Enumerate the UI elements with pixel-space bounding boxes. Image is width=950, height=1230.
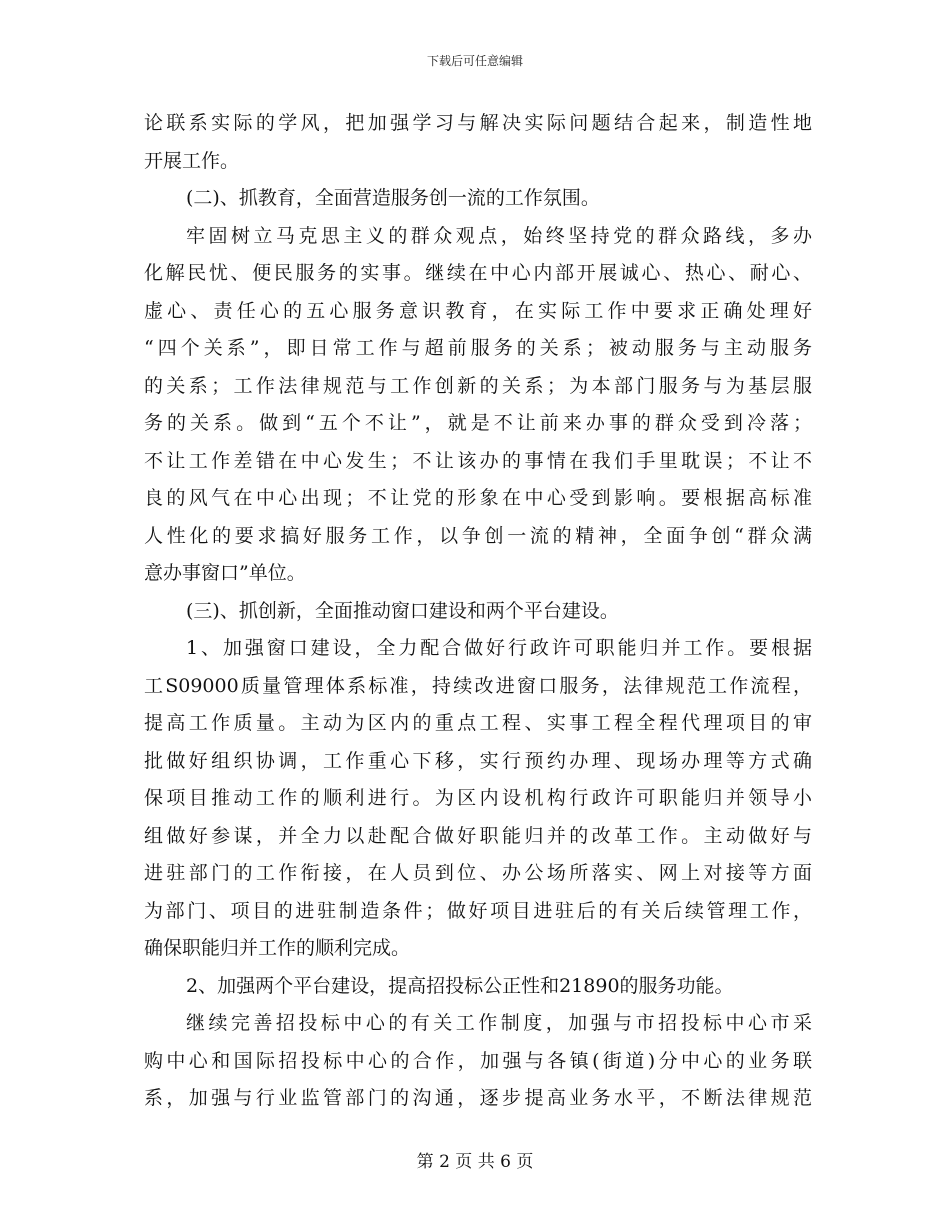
text-line: 务的关系。做到“五个不让”，就是不让前来办事的群众受到冷落； <box>144 412 812 434</box>
text-line: 工S09000质量管理体系标准，持续改进窗口服务，法律规范工作流程， <box>144 674 812 697</box>
text-line: 1、加强窗口建设，全力配合做好行政许可职能归并工作。要根据 <box>186 637 812 659</box>
text-line: 提高工作质量。主动为区内的重点工程、实事工程全程代理项目的审 <box>144 712 812 734</box>
text-line: 保项目推动工作的顺利进行。为区内设机构行政许可职能归并领导小 <box>144 787 812 809</box>
section-heading: 2、加强两个平台建设，提高招投标公正性和21890的服务功能。 <box>186 974 734 997</box>
text-line: 牢固树立马克思主义的群众观点，始终坚持党的群众路线，多办 <box>186 224 812 247</box>
page-header: 下载后可任意编辑 <box>426 54 523 68</box>
text-line: 购中心和国际招投标中心的合作，加强与各镇(街道)分中心的业务联 <box>144 1049 812 1072</box>
text-line: 不让工作差错在中心发生；不让该办的事情在我们手里耽误；不让不 <box>144 449 812 472</box>
text-line: 化解民忧、便民服务的实事。继续在中心内部开展诚心、热心、耐心、 <box>144 262 812 284</box>
text-line: “四个关系”，即日常工作与超前服务的关系；被动服务与主动服务 <box>144 337 812 359</box>
text-line: 意办事窗口”单位。 <box>144 562 306 584</box>
page-footer: 第 2 页 共 6 页 <box>416 1152 534 1172</box>
text-line: 进驻部门的工作衔接，在人员到位、办公场所落实、网上对接等方面 <box>144 862 812 884</box>
text-line: 开展工作。 <box>144 149 240 172</box>
text-line: 继续完善招投标中心的有关工作制度，加强与市招投标中心市采 <box>186 1012 812 1034</box>
text-line: 虚心、责任心的五心服务意识教育，在实际工作中要求正确处理好 <box>144 299 812 322</box>
text-line: 良的风气在中心出现；不让党的形象在中心受到影响。要根据高标准 <box>144 487 812 509</box>
text-line: 论联系实际的学风，把加强学习与解决实际问题结合起来，制造性地 <box>144 112 812 134</box>
section-heading: (三)、抓创新，全面推动窗口建设和两个平台建设。 <box>186 599 619 622</box>
text-line: 为部门、项目的进驻制造条件；做好项目进驻后的有关后续管理工作， <box>144 899 812 922</box>
section-heading: (二)、抓教育，全面营造服务创一流的工作氛围。 <box>186 187 600 209</box>
text-line: 批做好组织协调，工作重心下移，实行预约办理、现场办理等方式确 <box>144 749 812 772</box>
text-line: 人性化的要求搞好服务工作，以争创一流的精神，全面争创“群众满 <box>144 524 812 547</box>
text-line: 系，加强与行业监管部门的沟通，逐步提高业务水平，不断法律规范 <box>144 1087 812 1109</box>
document-body <box>144 105 812 1118</box>
text-line: 的关系；工作法律规范与工作创新的关系；为本部门服务与为基层服 <box>144 374 812 397</box>
text-line: 组做好参谋，并全力以赴配合做好职能归并的改革工作。主动做好与 <box>144 824 812 847</box>
text-line: 确保职能归并工作的顺利完成。 <box>144 937 411 959</box>
